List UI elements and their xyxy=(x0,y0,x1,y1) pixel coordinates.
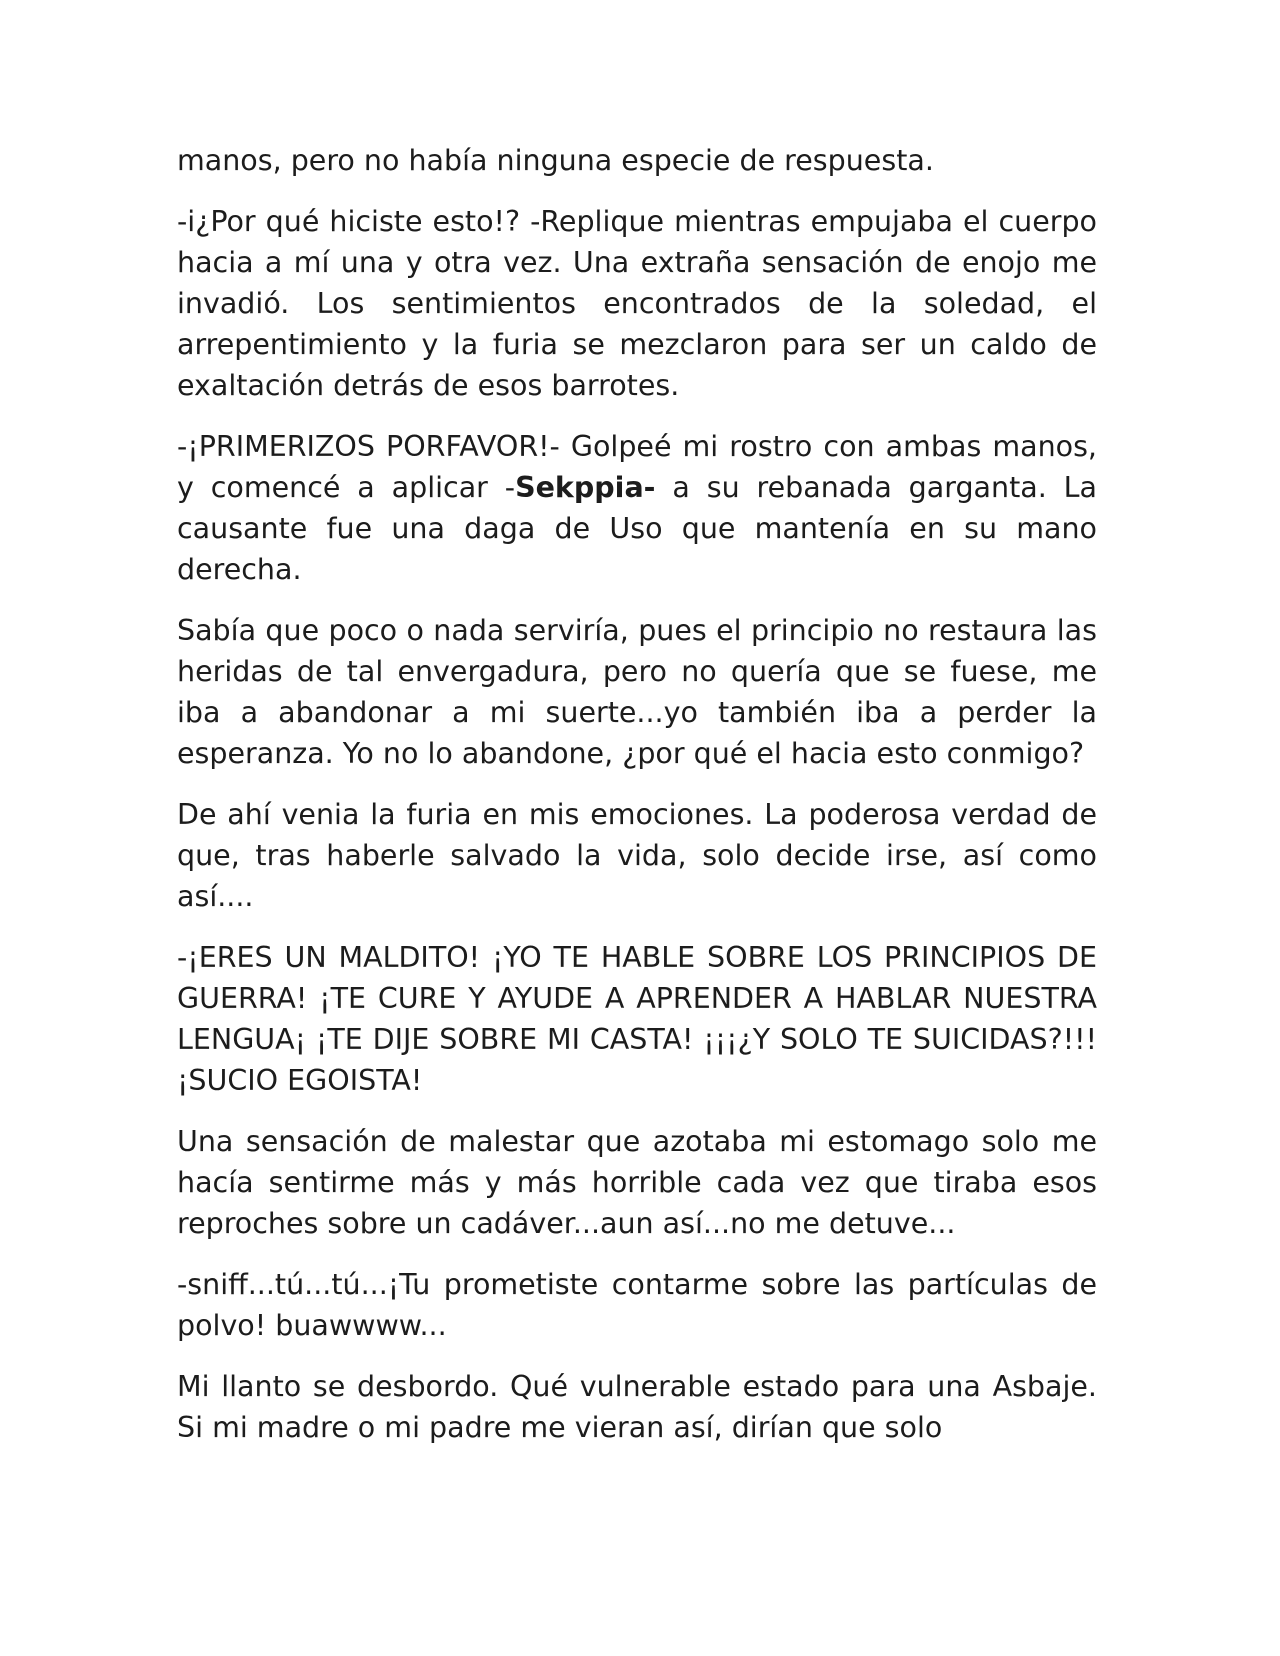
paragraph-3-text-after: a su rebanada garganta. La causante fue una daga de Uso que mantenía en su mano derecha. xyxy=(177,471,1097,586)
paragraph-6: -¡ERES UN MALDITO! ¡YO TE HABLE SOBRE LOS PRINCIPIOS DE GUERRA! ¡TE CURE Y AYUDE A APRENDER A HABLAR NUESTRA LENGUA¡ ¡TE DIJE SOBRE MI CASTA! ¡¡¡¿Y SOLO TE SUICIDAS?!!! ¡SUCIO EGOISTA! xyxy=(177,941,1097,1097)
document-page xyxy=(177,140,1097,1468)
paragraph-9: Mi llanto se desbordo. Qué vulnerable estado para una Asbaje. Si mi madre o mi padre me vieran así, dirían que solo xyxy=(177,1370,1097,1444)
paragraph-8: -sniff...tú...tú...¡Tu prometiste contarme sobre las partículas de polvo! buawwww... xyxy=(177,1268,1097,1342)
paragraph-2: -i¿Por qué hiciste esto!? -Replique mientras empujaba el cuerpo hacia a mí una y otra vez. Una extraña sensación de enojo me invadió. Los sentimientos encontrados de la soledad, el arrepentimiento y la furia se mezclaron para ser un caldo de exaltación detrás de esos barrotes. xyxy=(177,205,1097,402)
paragraph-4: Sabía que poco o nada serviría, pues el principio no restaura las heridas de tal envergadura, pero no quería que se fuese, me iba a abandonar a mi suerte...yo también iba a perder la esperanza. Yo no lo abandone, ¿por qué el hacia esto conmigo? xyxy=(177,614,1097,770)
paragraph-3 xyxy=(177,426,1097,590)
paragraph-3-text-before: -¡PRIMERIZOS PORFAVOR!- Golpeé mi rostro con ambas manos, y comencé a aplicar - xyxy=(177,430,1097,504)
paragraph-5: De ahí venia la furia en mis emociones. La poderosa verdad de que, tras haberle salvado la vida, solo decide irse, así como así.... xyxy=(177,798,1097,913)
paragraph-1: manos, pero no había ninguna especie de respuesta. xyxy=(177,144,934,177)
paragraph-3-bold-term: Sekppia- xyxy=(515,471,656,504)
paragraph-7: Una sensación de malestar que azotaba mi estomago solo me hacía sentirme más y más horrible cada vez que tiraba esos reproches sobre un cadáver...aun así...no me detuve... xyxy=(177,1125,1097,1240)
